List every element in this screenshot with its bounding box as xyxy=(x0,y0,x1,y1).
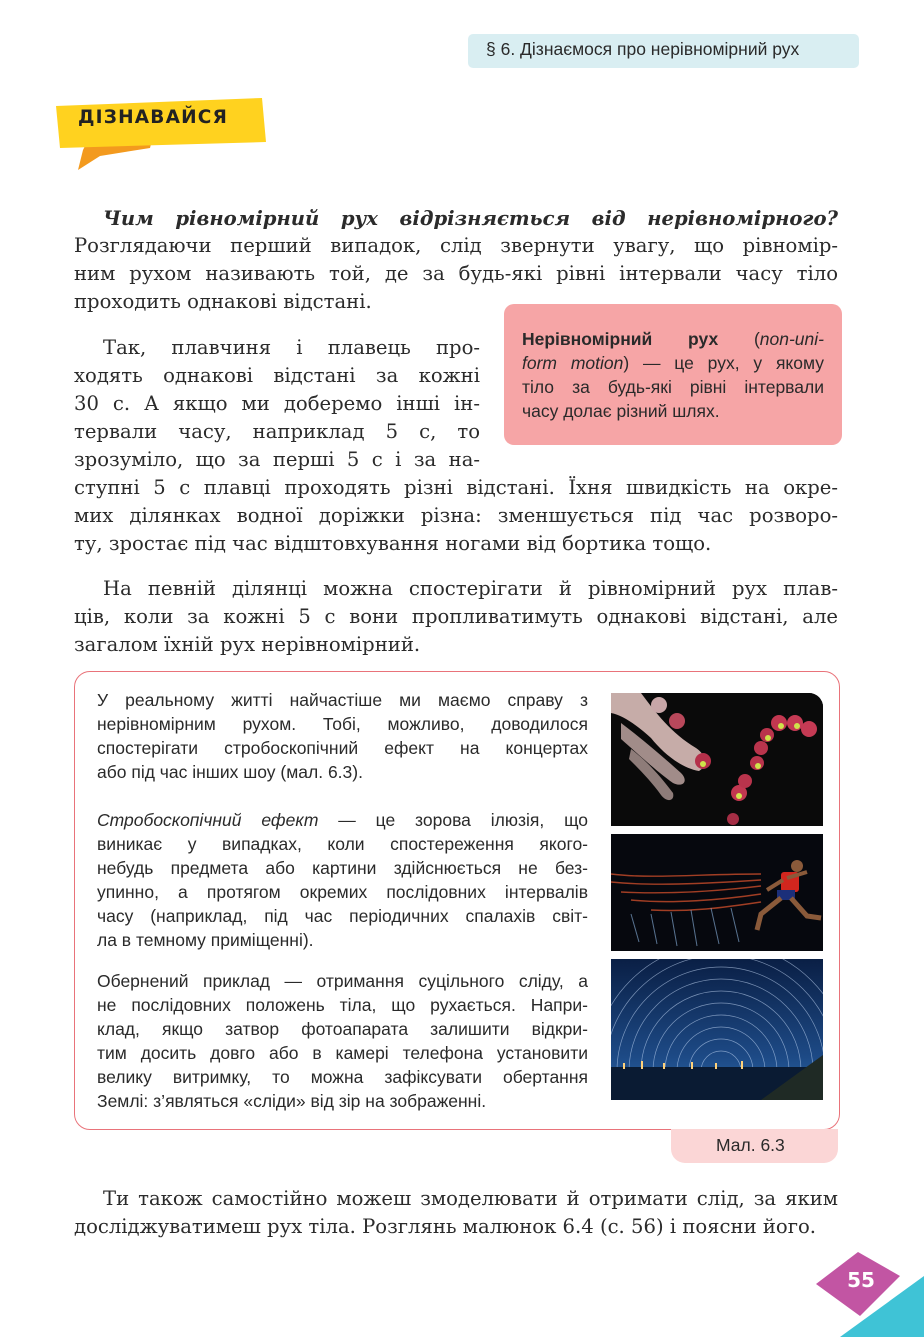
info-text-line: ла в темному приміщенні). xyxy=(97,930,314,950)
info-text-line: У реальному житті найчастіше ми маємо справу з xyxy=(97,690,588,710)
definition-text: ) — це рух, у якому xyxy=(623,353,824,373)
text-line: досліджуватимеш рух тіла. Розглянь малюнок 6.4 (с. 56) і поясни його. xyxy=(74,1215,816,1238)
info-text-line: не послідовних положень тіла, що рухається. Напри- xyxy=(97,995,588,1015)
figure-caption: Мал. 6.3 xyxy=(716,1135,785,1155)
text-line: Так, плавчиня і плавець про- xyxy=(103,336,480,359)
text-line: На певній ділянці можна спостерігати й рівномірний рух плав- xyxy=(103,577,838,600)
text-line: ту, зростає під час відштовхування ногами від бортика тощо. xyxy=(74,532,712,555)
text-line: мих ділянках водної доріжки різна: зменшується під час розворо- xyxy=(74,504,838,527)
text-line: ступні 5 с плавці проходять різні відстані. Їхня швидкість на окре- xyxy=(74,476,838,499)
sprinter-light-trails-photo xyxy=(611,834,823,951)
info-text-line: виникає у випадках, коли спостереження якого- xyxy=(97,834,588,854)
stroboscopic-juggling-photo xyxy=(611,693,823,826)
text-line: 30 с. А якщо ми доберемо інші ін- xyxy=(74,392,480,415)
info-text-line: або під час інших шоу (мал. 6.3). xyxy=(97,762,363,782)
info-text-line: спостерігати стробоскопічний ефект на концертах xyxy=(97,738,588,758)
definition-line: часу долає різний шлях. xyxy=(522,401,720,421)
definition-line xyxy=(522,352,824,375)
stroboscopic-term: Стробоскопічний ефект xyxy=(97,810,319,830)
info-text-line: упинно, а протягом окремих послідовних інтервалів xyxy=(97,882,588,902)
definition-line xyxy=(522,328,824,351)
text-line: ним рухом називають той, де за будь-які рівні інтервали часу тіло xyxy=(74,262,838,285)
info-text-line: тим досить довго або в камері телефона установити xyxy=(97,1043,588,1063)
definition-english: non-uni- xyxy=(759,329,824,349)
text-line: ходять однакові відстані за кожні xyxy=(74,364,480,387)
definition-line: тіло за будь-які рівні інтервали xyxy=(522,377,824,397)
text-line: тервали часу, наприклад 5 с, то xyxy=(74,420,480,443)
info-text-line: клад, якщо затвор фотоапарата залишити відкри- xyxy=(97,1019,588,1039)
page-number: 55 xyxy=(847,1268,875,1292)
definition-term: Нерівномірний рух xyxy=(522,329,719,349)
info-text: — це зорова ілюзія, що xyxy=(318,810,588,830)
text-line: зрозуміло, що за перші 5 с і за на- xyxy=(74,448,480,471)
info-text-line: велику витримку, то можна зафіксувати обертання xyxy=(97,1067,588,1087)
text-line: проходить однакові відстані. xyxy=(74,290,372,313)
sticker-label: ДІЗНАВАЙСЯ xyxy=(78,107,229,128)
text-line: Ти також самостійно можеш змоделювати й отримати слід, за яким xyxy=(103,1187,838,1210)
definition-paren: ( xyxy=(718,329,760,349)
info-text-line: нерівномірним рухом. Тобі, можливо, доводилося xyxy=(97,714,588,734)
text-line: Розглядаючи перший випадок, слід звернути увагу, що рівномір- xyxy=(74,234,838,257)
info-text-line: Землі: з’являться «сліди» від зір на зображенні. xyxy=(97,1091,487,1111)
section-title: § 6. Дізнаємося про нерівномірний рух xyxy=(486,39,800,59)
text-line: загалом їхній рух нерівномірний. xyxy=(74,633,421,656)
sticker-badge xyxy=(50,92,270,172)
definition-english: form motion xyxy=(522,353,624,373)
text-line: ців, коли за кожні 5 с вони пропливатимуть однакові відстані, але xyxy=(74,605,838,628)
info-text-line: небудь предмета або картини здійснюється не без- xyxy=(97,858,588,878)
info-text-line: часу (наприклад, під час періодичних спалахів світ- xyxy=(97,906,588,926)
question-heading: Чим рівномірний рух відрізняється від нерівномірного? xyxy=(103,207,838,230)
info-text-line xyxy=(97,809,588,832)
star-trails-photo xyxy=(611,959,823,1100)
info-text-line: Обернений приклад — отримання суцільного сліду, а xyxy=(97,971,588,991)
